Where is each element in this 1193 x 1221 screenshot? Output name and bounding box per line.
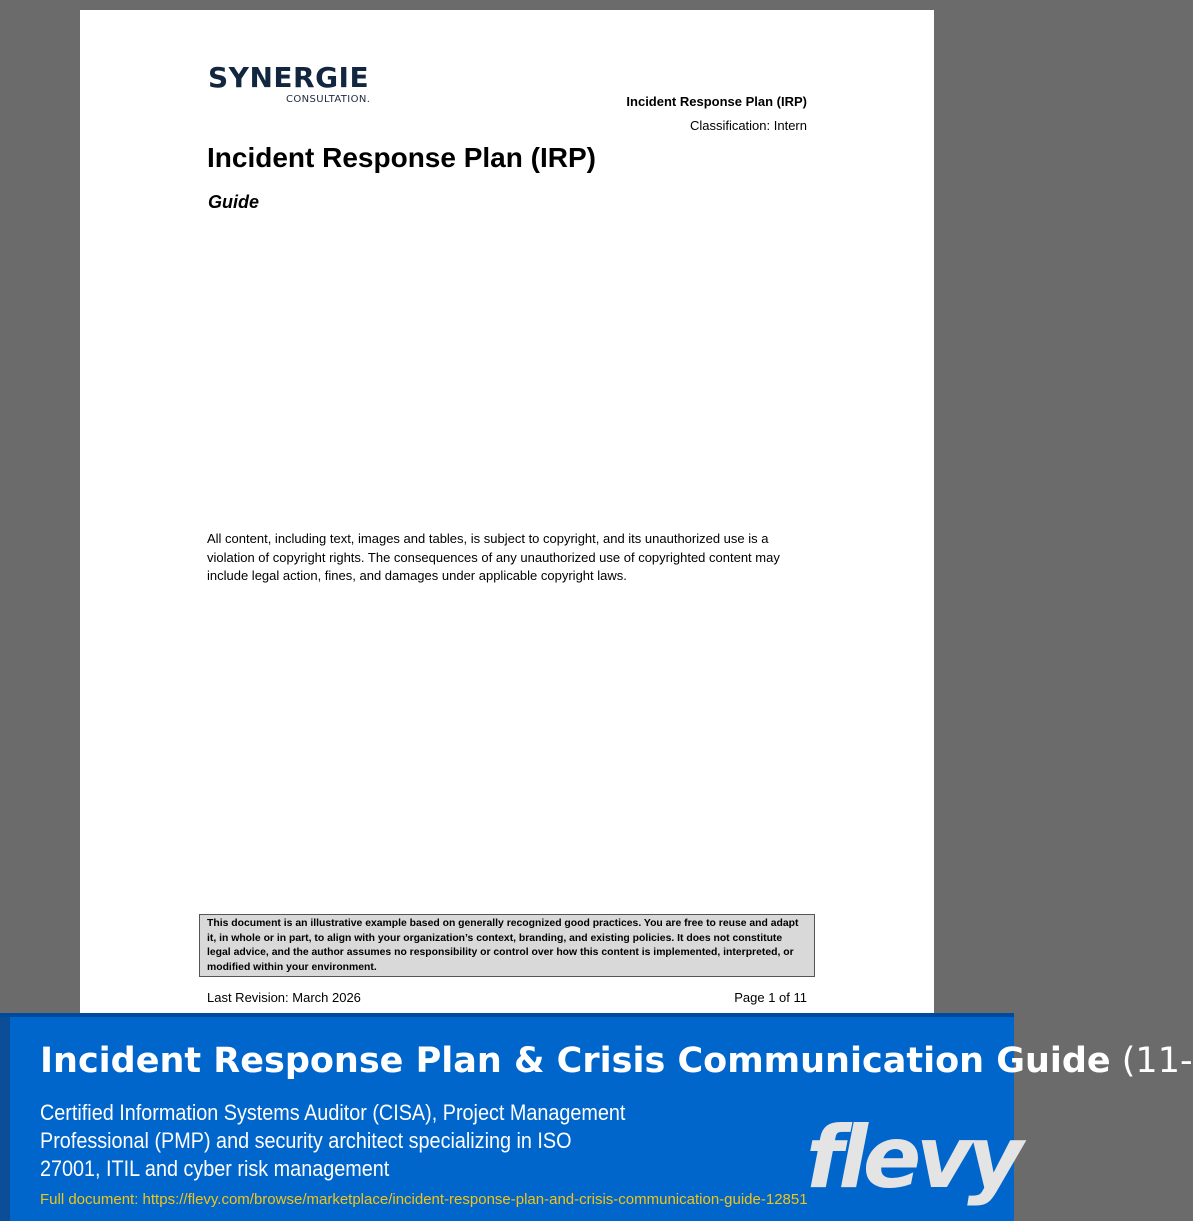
last-revision: Last Revision: March 2026 (207, 990, 361, 1005)
promo-banner (0, 1013, 1193, 1221)
full-document-link[interactable]: Full document: https://flevy.com/browse/marketplace/incident-response-plan-and-crisis-communication-guide-12851 (40, 1191, 808, 1208)
banner-edge-stripe (0, 1017, 10, 1221)
logo-main-text: SYNERGIE (208, 61, 370, 94)
header-document-title: Incident Response Plan (IRP) (626, 94, 807, 109)
copyright-notice: All content, including text, images and tables, is subject to copyright, and its unauthorized use is a violation of copyright rights. The consequences of any unauthorized use of copyrighted content may include legal action, fines, and damages under applicable copyright laws. (207, 531, 780, 583)
banner-author-description: Certified Information Systems Auditor (CISA), Project Management Professional (PMP) and security architect specializing in ISO 27001, ITIL and cyber risk management (40, 1100, 626, 1181)
document-page (80, 10, 934, 1013)
logo-sub-text: CONSULTATION. (286, 94, 371, 105)
banner-title (40, 1041, 1193, 1081)
banner-title-suffix: (11- (1110, 1041, 1193, 1081)
disclaimer-box: This document is an illustrative example based on generally recognized good practices. You are free to reuse and adapt it, in whole or in part, to align with your organization’s context, branding, and existing policies. It does not constitute legal advice, and the author assumes no responsibility or control over how this content is implemented, interpreted, or modified within your environment. (199, 914, 815, 977)
header-classification: Classification: Intern (689, 118, 807, 133)
page-subtitle: Guide (208, 192, 260, 212)
banner-title-text: Incident Response Plan & Crisis Communication Guide (40, 1041, 1111, 1081)
page-title: Incident Response Plan (IRP) (207, 142, 596, 173)
flevy-logo: flevy (806, 1108, 1019, 1208)
synergie-logo (208, 61, 371, 105)
page-number: Page 1 of 11 (734, 990, 807, 1005)
